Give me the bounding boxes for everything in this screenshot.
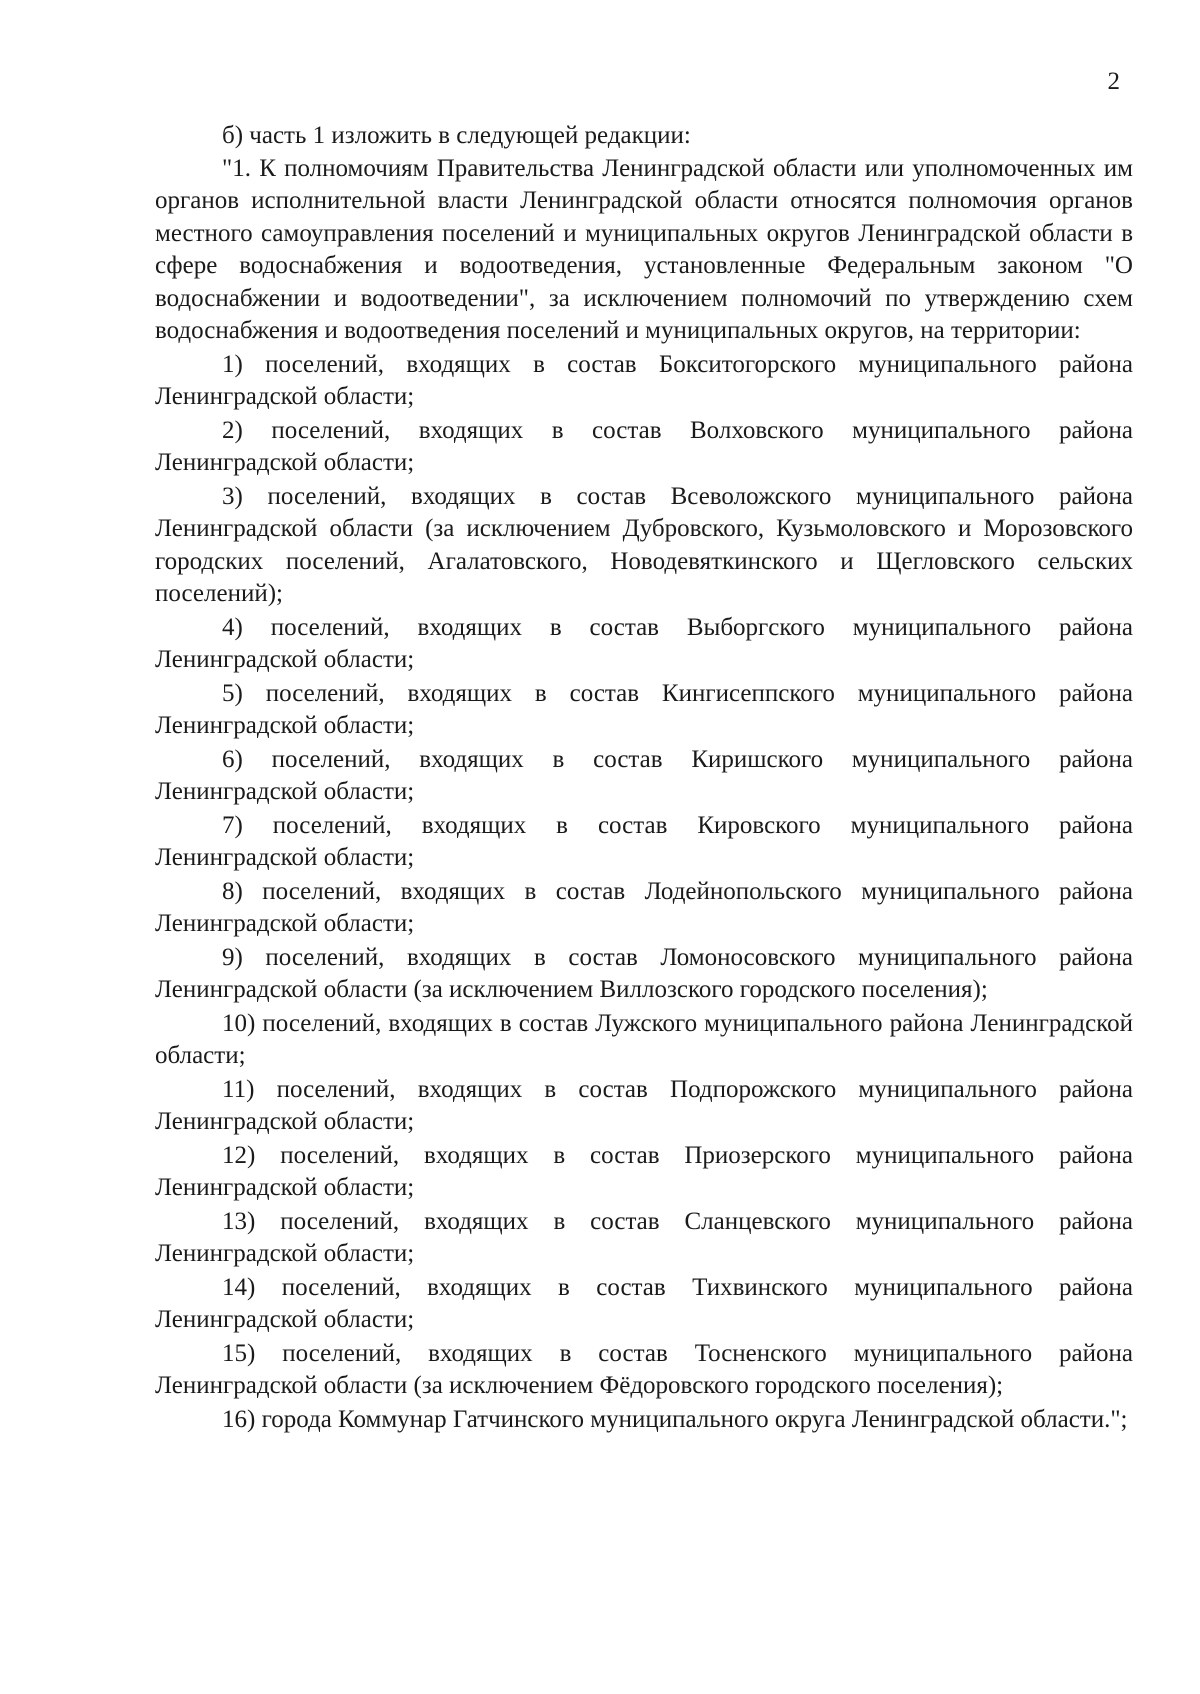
list-item: 11) поселений, входящих в состав Подпорожского муниципального района Ленинградской области; xyxy=(155,1075,1133,1135)
list-item: 3) поселений, входящих в состав Всеволожского муниципального района Ленинградской области (за исключением Дубровского, Кузьмоловского и Морозовского городских поселений, Агалатовского, Новодевяткинского и Щегловского сельских поселений); xyxy=(155,482,1133,607)
clause-text: "1. К полномочиям Правительства Ленинградской области или уполномоченных им органов исполнительной власти Ленинградской области относятся полномочия органов местного самоуправления поселений и муниципальных округов Ленинградской области в сфере водоснабжения и водоотведения, установленные Федеральным законом "О водоснабжении и водоотведении", за исключением полномочий по утверждению схем водоснабжения и водоотведения поселений и муниципальных округов, на территории: xyxy=(155,154,1133,344)
page-number: 2 xyxy=(1107,68,1120,95)
list-item: 12) поселений, входящих в состав Приозерского муниципального района Ленинградской области; xyxy=(155,1141,1133,1201)
list-item: 2) поселений, входящих в состав Волховского муниципального района Ленинградской области; xyxy=(155,416,1133,476)
list-item: 7) поселений, входящих в состав Кировского муниципального района Ленинградской области; xyxy=(155,811,1133,871)
document-body xyxy=(155,120,1133,1436)
list-item: 15) поселений, входящих в состав Тосненского муниципального района Ленинградской области (за исключением Фёдоровского городского поселения); xyxy=(155,1339,1133,1399)
list-item: 13) поселений, входящих в состав Сланцевского муниципального района Ленинградской области; xyxy=(155,1207,1133,1267)
list-item: 10) поселений, входящих в состав Лужского муниципального района Ленинградской области; xyxy=(155,1009,1133,1069)
list-item: 4) поселений, входящих в состав Выборгского муниципального района Ленинградской области; xyxy=(155,613,1133,673)
list-item: 14) поселений, входящих в состав Тихвинского муниципального района Ленинградской области; xyxy=(155,1273,1133,1333)
list-item: 5) поселений, входящих в состав Кингисеппского муниципального района Ленинградской области; xyxy=(155,679,1133,739)
list-item: 1) поселений, входящих в состав Бокситогорского муниципального района Ленинградской области; xyxy=(155,350,1133,410)
list-item: 6) поселений, входящих в состав Киришского муниципального района Ленинградской области; xyxy=(155,745,1133,805)
list-item: 16) города Коммунар Гатчинского муниципального округа Ленинградской области."; xyxy=(222,1405,1128,1433)
amendment-intro: б) часть 1 изложить в следующей редакции: xyxy=(222,122,691,149)
list-item: 8) поселений, входящих в состав Лодейнопольского муниципального района Ленинградской области; xyxy=(155,877,1133,937)
list-item: 9) поселений, входящих в состав Ломоносовского муниципального района Ленинградской области (за исключением Виллозского городского поселения); xyxy=(155,943,1133,1003)
